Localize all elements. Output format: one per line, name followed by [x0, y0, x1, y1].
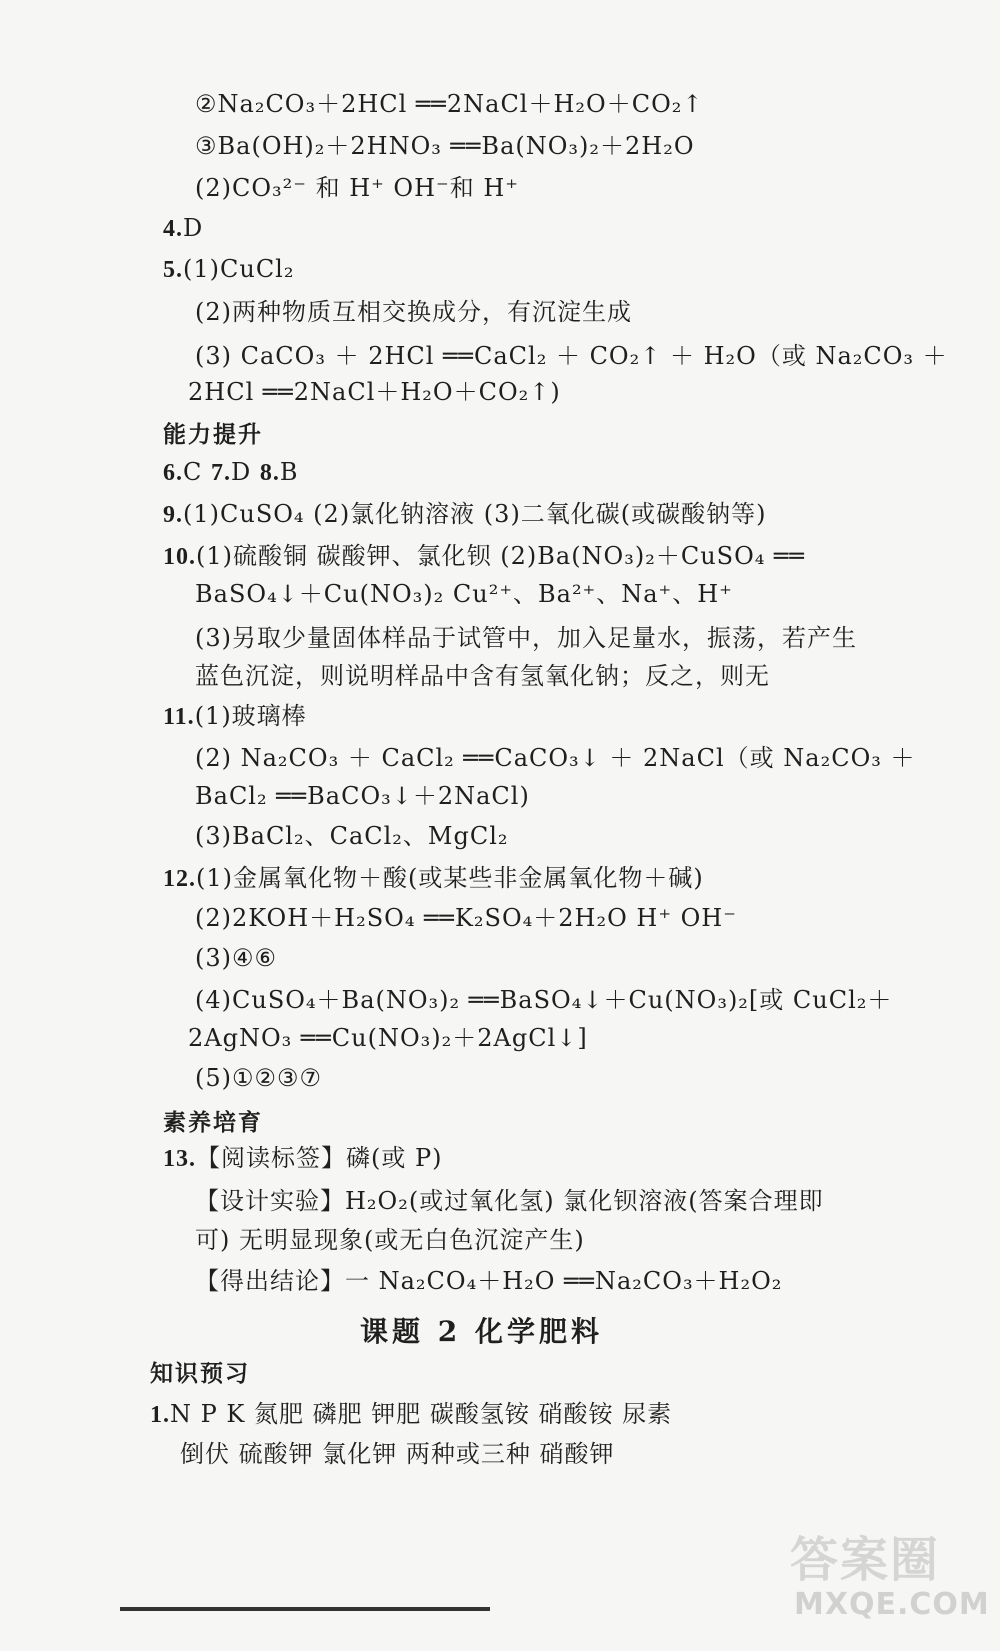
- question-number: 5.: [163, 257, 183, 283]
- answer-line: (5)①②③⑦: [195, 1064, 323, 1092]
- preview-question-1: [150, 1398, 672, 1431]
- answer-line: 可) 无明显现象(或无白色沉淀产生): [195, 1226, 585, 1254]
- watermark-url: MXQE.COM: [794, 1587, 990, 1622]
- answer-text: 【阅读标签】磷(或 P): [196, 1144, 443, 1172]
- bottom-rule: [120, 1607, 490, 1611]
- question-number: 10.: [163, 544, 196, 570]
- answer-line: (2)CO₃²⁻ 和 H⁺ OH⁻和 H⁺: [195, 174, 519, 202]
- answer-line: 【设计实验】H₂O₂(或过氧化氢) 氯化钡溶液(答案合理即: [195, 1187, 824, 1215]
- question-4: [163, 212, 203, 245]
- answer-line: (2)2KOH＋H₂SO₄ ══K₂SO₄＋2H₂O H⁺ OH⁻: [195, 904, 737, 932]
- answer-line: (3)④⑥: [195, 944, 278, 972]
- answer-text: D: [231, 458, 260, 486]
- question-number: 9.: [163, 502, 183, 528]
- section-heading: 素养培育: [163, 1110, 263, 1136]
- question-number: 4.: [163, 216, 183, 242]
- answer-line: (2) Na₂CO₃ ＋ CaCl₂ ══CaCO₃↓ ＋ 2NaCl（或 Na₂CO₃ ＋: [195, 744, 916, 772]
- question-number: 13.: [163, 1146, 196, 1172]
- answer-line: 2HCl ══2NaCl＋H₂O＋CO₂↑): [188, 378, 561, 406]
- answer-line: 倒伏 硫酸钾 氯化钾 两种或三种 硝酸钾: [180, 1440, 615, 1468]
- answer-line: 蓝色沉淀，则说明样品中含有氢氧化钠；反之，则无: [195, 662, 770, 690]
- answer-line: (3)BaCl₂、CaCl₂、MgCl₂: [195, 822, 509, 850]
- question-12: [163, 862, 704, 895]
- question-number: 7.: [211, 460, 231, 486]
- question-13: [163, 1142, 443, 1175]
- answer-text: (1)金属氧化物＋酸(或某些非金属氧化物＋碱): [196, 864, 704, 892]
- answer-line: 【得出结论】一 Na₂CO₄＋H₂O ══Na₂CO₃＋H₂O₂: [195, 1267, 783, 1295]
- answer-line: (4)CuSO₄＋Ba(NO₃)₂ ══BaSO₄↓＋Cu(NO₃)₂[或 CuCl₂＋: [195, 986, 893, 1014]
- answer-text: B: [279, 458, 299, 486]
- answer-text: (1)硫酸铜 碳酸钾、氯化钡 (2)Ba(NO₃)₂＋CuSO₄ ══: [196, 542, 805, 570]
- question-number: 8.: [259, 460, 280, 486]
- watermark-text: 答案圈: [790, 1532, 941, 1588]
- answer-line: (2)两种物质互相交换成分，有沉淀生成: [195, 298, 632, 326]
- watermark-logo: [790, 1521, 990, 1631]
- question-11: [163, 700, 307, 733]
- question-5: [163, 253, 294, 286]
- question-9: [163, 498, 767, 531]
- answer-text: C: [183, 458, 211, 486]
- answer-text: D: [183, 214, 204, 242]
- question-number: 11.: [163, 704, 195, 730]
- question-number: 6.: [163, 460, 183, 486]
- answer-line: (3) CaCO₃ ＋ 2HCl ══CaCl₂ ＋ CO₂↑ ＋ H₂O（或 Na₂CO₃ ＋: [195, 342, 948, 370]
- section-heading: 能力提升: [163, 422, 263, 448]
- answer-line: ②Na₂CO₃＋2HCl ══2NaCl＋H₂O＋CO₂↑: [195, 90, 704, 118]
- answer-text: N P K 氮肥 磷肥 钾肥 碳酸氢铵 硝酸铵 尿素: [170, 1400, 673, 1428]
- answer-line: BaCl₂ ══BaCO₃↓＋2NaCl): [195, 782, 530, 810]
- lesson-title: 课题 2 化学肥料: [360, 1315, 603, 1348]
- answer-text: (1)CuCl₂: [183, 255, 295, 283]
- answer-line: ③Ba(OH)₂＋2HNO₃ ══Ba(NO₃)₂＋2H₂O: [195, 132, 695, 160]
- answer-line: 2AgNO₃ ══Cu(NO₃)₂＋2AgCl↓]: [188, 1024, 588, 1052]
- answer-text: (1)玻璃棒: [194, 702, 307, 730]
- question-10: [163, 540, 805, 573]
- question-number: 1.: [150, 1402, 170, 1428]
- answer-line: (3)另取少量固体样品于试管中，加入足量水，振荡，若产生: [195, 624, 857, 652]
- questions-6-8: [163, 456, 299, 489]
- question-number: 12.: [163, 866, 196, 892]
- answer-text: (1)CuSO₄ (2)氯化钠溶液 (3)二氧化碳(或碳酸钠等): [183, 500, 767, 528]
- answer-line: BaSO₄↓＋Cu(NO₃)₂ Cu²⁺、Ba²⁺、Na⁺、H⁺: [195, 580, 733, 608]
- section-heading: 知识预习: [150, 1361, 250, 1387]
